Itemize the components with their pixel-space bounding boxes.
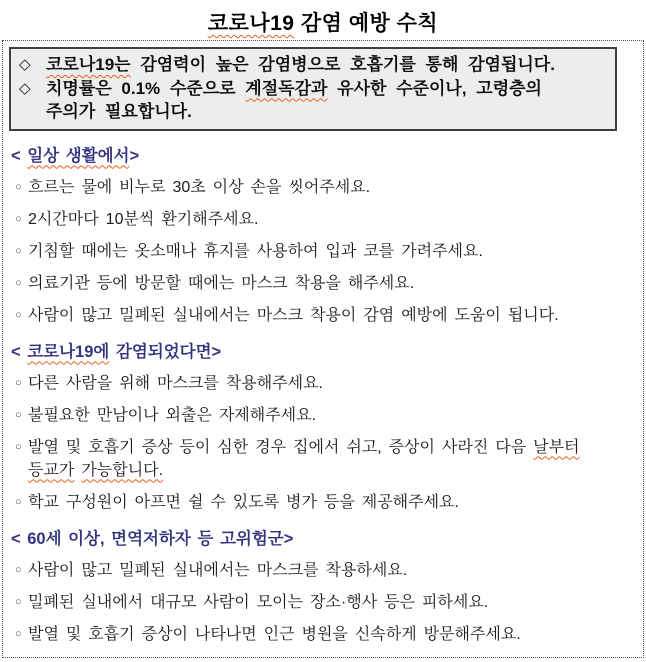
list-item bbox=[9, 491, 637, 514]
list-item bbox=[9, 559, 637, 582]
circle-bullet-icon: ○ bbox=[15, 627, 22, 640]
page-title bbox=[0, 0, 646, 33]
list-item-text bbox=[28, 240, 637, 263]
diamond-bullet-icon: ◇ bbox=[19, 56, 31, 73]
summary-line-text bbox=[46, 53, 607, 77]
text-segment: 불필요한 만남이나 외출은 자제해주세요. bbox=[28, 406, 317, 424]
text-segment: < bbox=[11, 146, 28, 165]
list-item bbox=[9, 623, 637, 646]
circle-bullet-icon: ○ bbox=[15, 408, 22, 421]
summary-line-text bbox=[46, 100, 607, 124]
spellcheck-wavy-text: 코로나19 bbox=[207, 12, 295, 35]
text-segment: < 60세 이상, 면역저하자 등 고위험군> bbox=[11, 529, 294, 548]
list-item bbox=[9, 272, 637, 295]
summary-line-text bbox=[46, 77, 607, 101]
spellcheck-wavy-text: 가능합니다. bbox=[81, 461, 164, 479]
list-item bbox=[9, 372, 637, 395]
list-item bbox=[9, 240, 637, 263]
summary-line bbox=[19, 53, 607, 77]
circle-bullet-icon: ○ bbox=[15, 376, 22, 389]
list-item bbox=[9, 591, 637, 614]
spellcheck-wavy-text: 계절독감과 bbox=[245, 78, 328, 98]
text-segment: 치명률은 0.1% 수준으로 bbox=[46, 78, 246, 98]
text-segment: 감염력이 높은 감염병으로 호흡기를 통해 감염됩니다. bbox=[130, 55, 555, 74]
text-segment: 사람이 많고 밀폐된 실내에서는 마스크 착용이 감염 예방에 도움이 됩니다. bbox=[28, 306, 559, 324]
summary-line bbox=[19, 100, 607, 124]
list-item-text bbox=[28, 491, 637, 514]
text-segment: 다른 사람을 위해 마스크를 착용해주세요. bbox=[28, 374, 323, 392]
circle-bullet-icon: ○ bbox=[15, 276, 22, 289]
section-if-infected bbox=[9, 341, 637, 514]
spellcheck-wavy-text: 등교가 bbox=[28, 461, 75, 479]
circle-bullet-icon: ○ bbox=[15, 180, 22, 193]
circle-bullet-icon: ○ bbox=[15, 308, 22, 321]
list-item bbox=[9, 304, 637, 327]
circle-bullet-icon: ○ bbox=[15, 595, 22, 608]
list-item bbox=[9, 208, 637, 231]
circle-bullet-icon: ○ bbox=[15, 563, 22, 576]
list-item-text bbox=[28, 623, 637, 646]
spellcheck-wavy-text: 날부터 bbox=[533, 438, 580, 456]
text-segment: 유사한 수준이나, 고령층의 bbox=[327, 78, 542, 98]
circle-bullet-icon: ○ bbox=[15, 495, 22, 508]
list-item bbox=[9, 404, 637, 427]
text-segment: 발열 및 호흡기 증상이 나타나면 인근 병원을 신속하게 방문해주세요. bbox=[28, 625, 521, 643]
circle-bullet-icon: ○ bbox=[15, 244, 22, 257]
text-segment: 기침할 때에는 옷소매나 휴지를 사용하여 입과 코를 가려주세요. bbox=[28, 242, 483, 260]
list-item-text bbox=[28, 404, 637, 427]
section-high-risk bbox=[9, 528, 637, 646]
circle-bullet-icon: ○ bbox=[15, 212, 22, 225]
circle-bullet-icon: ○ bbox=[15, 440, 22, 453]
list-item-text bbox=[28, 208, 637, 231]
list-item-text bbox=[28, 436, 637, 482]
section-header-daily-life bbox=[11, 145, 637, 167]
list-item-text bbox=[28, 591, 637, 614]
summary-box bbox=[9, 47, 617, 131]
text-segment: > bbox=[129, 146, 140, 165]
bullet-list-daily-life bbox=[9, 176, 637, 327]
indent-spacer bbox=[19, 100, 46, 124]
text-segment: < bbox=[11, 342, 28, 361]
list-item-text bbox=[28, 559, 637, 582]
summary-line bbox=[19, 77, 607, 101]
text-segment: 2시간마다 10분씩 환기해주세요. bbox=[28, 210, 259, 228]
section-header-high-risk bbox=[11, 528, 637, 550]
bullet-list-high-risk bbox=[9, 559, 637, 646]
document-frame bbox=[2, 40, 644, 658]
text-segment: 의료기관 등에 방문할 때에는 마스크 착용을 해주세요. bbox=[28, 274, 415, 292]
text-segment: 흐르는 물에 비누로 30초 이상 손을 씻어주세요. bbox=[28, 178, 371, 196]
text-segment: 주의가 필요합니다. bbox=[46, 102, 192, 121]
list-item-text bbox=[28, 176, 637, 199]
list-item bbox=[9, 176, 637, 199]
list-item-text bbox=[28, 304, 637, 327]
list-item bbox=[9, 436, 637, 482]
list-item-text bbox=[28, 272, 637, 295]
text-segment: 사람이 많고 밀폐된 실내에서는 마스크를 착용하세요. bbox=[28, 561, 408, 579]
spellcheck-wavy-text: 코로나19에 bbox=[27, 342, 110, 361]
bullet-list-if-infected bbox=[9, 372, 637, 514]
text-segment: 밀폐된 실내에서 대규모 사람이 모이는 장소·행사 등은 피하세요. bbox=[28, 593, 489, 611]
section-daily-life bbox=[9, 145, 637, 327]
spellcheck-wavy-text: 코로나19는 bbox=[46, 55, 131, 74]
text-segment: 학교 구성원이 아프면 쉴 수 있도록 병가 등을 제공해주세요. bbox=[28, 493, 459, 511]
spellcheck-wavy-text: 일상 생활에서 bbox=[27, 146, 130, 165]
text-segment: 발열 및 호흡기 증상 등이 심한 경우 집에서 쉬고, 증상이 사라진 다음 bbox=[28, 438, 534, 456]
diamond-bullet-icon: ◇ bbox=[19, 79, 31, 97]
text-segment: 감염되었다면> bbox=[109, 342, 222, 361]
list-item-text bbox=[28, 372, 637, 395]
text-segment: 감염 예방 수칙 bbox=[294, 12, 439, 35]
section-header-if-infected bbox=[11, 341, 637, 363]
